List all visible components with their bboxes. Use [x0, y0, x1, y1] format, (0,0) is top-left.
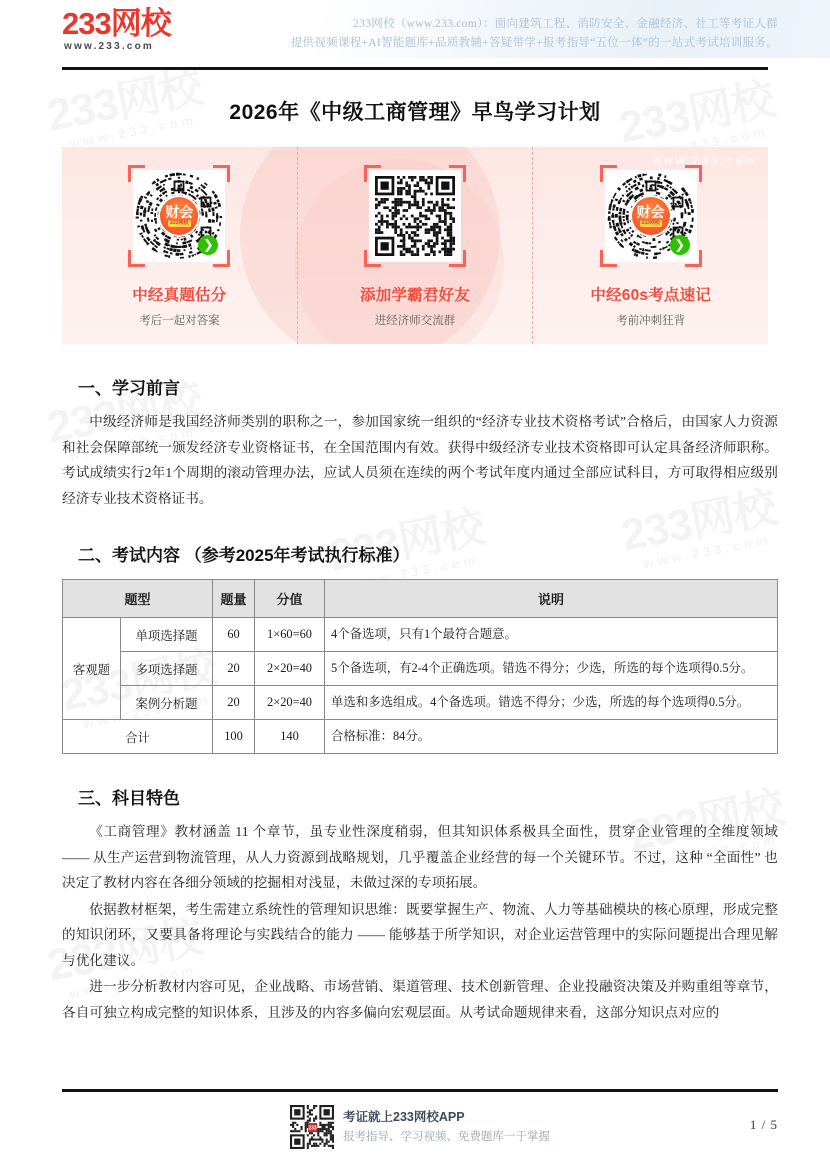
table-row	[63, 618, 778, 652]
section-3-paragraph-3: 进一步分析教材内容可见，企业战略、市场营销、渠道管理、技术创新管理、企业投融资决策及并购重组等章节，各自可独立构成完整的知识体系，且涉及的内容多偏向宏观层面。从考试命题规律来看，这部分知识点对应的	[62, 979, 778, 1020]
table-cell-score: 2×20=40	[255, 652, 325, 686]
table-cell-count: 20	[213, 686, 255, 720]
table-cell-count: 20	[213, 652, 255, 686]
qr-center-logo-3	[632, 197, 670, 235]
footer-app-promo[interactable]	[290, 1105, 550, 1149]
section-heading-1: 一、学习前言	[78, 379, 180, 398]
table-cell-score: 2×20=40	[255, 686, 325, 720]
qr-card-1[interactable]	[62, 147, 297, 344]
table-cell-score: 1×60=60	[255, 618, 325, 652]
site-logo	[62, 8, 171, 52]
qr-code-icon-3[interactable]	[605, 170, 697, 262]
table-cell-type: 单项选择题	[121, 618, 213, 652]
qr-center-top-text: 财会	[165, 204, 194, 220]
table-header-row	[63, 580, 778, 618]
qr-code-icon-2[interactable]	[369, 170, 461, 262]
qr-card-3-title: 中经60s考点速记	[590, 287, 712, 304]
footer-app-text	[343, 1108, 550, 1146]
table-header-cell: 说明	[325, 580, 778, 618]
footer-app-subtitle: 报考指导、学习视频、免费题库一于掌握	[343, 1131, 550, 1143]
section-1-paragraph-1: 中级经济师是我国经济师类别的职称之一，参加国家统一组织的“经济专业技术资格考试”合格后，由国家人力资源和社会保障部统一颁发经济专业资格证书，在全国范围内有效。获得中级经济专业技术资格即可认定具备经济师职称。考试成绩实行2年1个周期的滚动管理办法，应试人员须在连续的两个考试年度内通过全部应试科目，方可取得相应级别经济专业技术资格证书。	[62, 414, 778, 506]
qr-center-top-text: 财会	[636, 204, 665, 220]
wechat-badge-icon: ❯	[670, 235, 690, 255]
masthead-tagline	[291, 8, 778, 53]
table-cell-desc: 单选和多选组成。4个备选项。错选不得分；少选，所选的每个选项得0.5分。	[325, 686, 778, 720]
table-cell-desc: 5个备选项，有2-4个正确选项。错选不得分；少选，所选的每个选项得0.5分。	[325, 652, 778, 686]
table-cell-type: 案例分析题	[121, 686, 213, 720]
table-total-row	[63, 720, 778, 754]
table-header-cell: 题型	[63, 580, 213, 618]
page-title: 2026年《中级工商管理》早鸟学习计划	[229, 101, 601, 124]
qr-card-3[interactable]	[532, 147, 768, 344]
qr-card-1-subtitle: 考后一起对答案	[139, 315, 220, 327]
svg-text:233: 233	[308, 1125, 317, 1132]
qr-card-2-title: 添加学霸君好友	[360, 287, 470, 304]
qr-frame-3	[600, 165, 702, 267]
qr-center-bottom-text: 233网校	[170, 220, 189, 226]
qr-card-1-title: 中经真题估分	[132, 287, 227, 304]
section-3-paragraph-1: 《工商管理》教材涵盖 11 个章节，虽专业性深度稍弱，但其知识体系极具全面性，贯穿企业管理的全维度领域 —— 从生产运营到物流管理，从人力资源到战略规划，几乎覆盖企业经营的每一个关键环节。不过，这种 “全面性” 也决定了教材内容在各细分领域的挖掘相对浅显，未做过深的专项拓展。	[62, 824, 778, 890]
qr-card-3-subtitle: 考前冲刺狂背	[616, 315, 686, 327]
qr-frame-2	[364, 165, 466, 267]
page-footer	[0, 1105, 830, 1149]
header-divider	[62, 67, 768, 70]
table-row	[63, 652, 778, 686]
table-cell-total-label: 合计	[63, 720, 213, 754]
table-cell-count: 60	[213, 618, 255, 652]
section-3-paragraph-2: 依据教材框架，考生需建立系统性的管理知识思维：既要掌握生产、物流、人力等基础模块的核心原理，形成完整的知识闭环，又要具备将理论与实践结合的能力 —— 能够基于所学知识，对企业运营管理中的实际问题提出合理见解与优化建议。	[62, 901, 778, 968]
masthead-line-2: 提供视频课程+AI智能题库+品质教辅+答疑带学+报考指导“五位一体”的一站式考试培训服务。	[290, 37, 778, 49]
table-cell-desc: 4个备选项，只有1个最符合题意。	[325, 618, 778, 652]
table-cell-total-desc: 合格标准：84分。	[325, 720, 778, 754]
promo-watermark-text: www.233.com	[652, 155, 758, 167]
qr-card-2-subtitle: 进经济师交流群	[374, 315, 456, 327]
table-row	[63, 686, 778, 720]
footer-app-title: 考证就上233网校APP	[343, 1110, 465, 1124]
qr-code-icon-1[interactable]	[133, 170, 225, 262]
footer-qr-code-icon[interactable]	[290, 1105, 334, 1149]
footer-divider	[62, 1089, 778, 1092]
exam-table-wrapper	[62, 579, 778, 754]
table-cell-total-count: 100	[213, 720, 255, 754]
qr-center-logo-1	[160, 197, 198, 235]
page-number: 1 / 5	[749, 1117, 778, 1132]
logo-url-text: www.233.com	[64, 41, 154, 52]
table-cell-type: 多项选择题	[121, 652, 213, 686]
qr-card-2[interactable]	[297, 147, 533, 344]
section-heading-2: 二、考试内容 （参考2025年考试执行标准）	[78, 546, 410, 565]
section-heading-3: 三、科目特色	[78, 789, 180, 808]
qr-center-bottom-text: 233网校	[641, 220, 660, 226]
masthead	[0, 0, 830, 58]
masthead-line-1: 233网校（www.233.com）：面向建筑工程、消防安全、金融经济、社工等考证人群	[353, 18, 778, 30]
logo-text: 233网校	[62, 6, 171, 41]
table-header-cell: 分值	[255, 580, 325, 618]
table-group-label-cell: 客观题	[63, 618, 121, 720]
table-header-cell: 题量	[213, 580, 255, 618]
qr-promo-band	[62, 147, 768, 344]
table-cell-total-score: 140	[255, 720, 325, 754]
qr-frame-1	[128, 165, 230, 267]
exam-content-table	[62, 579, 778, 754]
wechat-badge-icon: ❯	[198, 235, 218, 255]
